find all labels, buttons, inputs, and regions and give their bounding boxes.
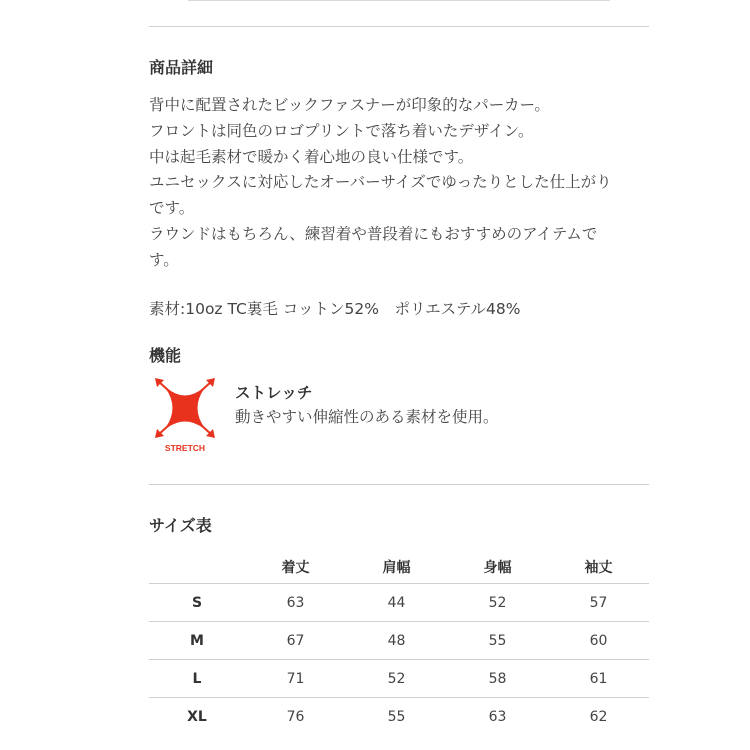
table-row [149, 622, 649, 660]
table-row [149, 698, 649, 736]
table-cell: 60 [548, 622, 649, 660]
size-label: S [149, 584, 245, 622]
description-line: 中は起毛素材で暖かく着心地の良い仕様です。 [149, 147, 474, 166]
header-sleeve: 袖丈 [548, 550, 649, 584]
description-line: フロントは同色のロゴプリントで落ち着いたデザイン。 [149, 121, 534, 140]
table-cell: 58 [447, 660, 548, 698]
feature-name: ストレッチ [235, 384, 313, 402]
table-cell: 55 [387, 708, 406, 725]
table-cell: 55 [447, 622, 548, 660]
table-row [149, 584, 649, 622]
table-cell: 76 [286, 708, 305, 725]
description-line: です。 [149, 199, 195, 218]
functions-title: 機能 [149, 346, 182, 365]
product-description [149, 93, 654, 274]
table-cell: 48 [346, 622, 447, 660]
divider-top [149, 26, 649, 27]
stretch-icon [152, 378, 218, 456]
table-cell: 52 [447, 584, 548, 622]
top-border [188, 0, 610, 1]
description-line: す。 [149, 250, 179, 269]
material-info: 素材:10oz TC裏毛 コットン52% ポリエステル48% [149, 300, 521, 318]
table-cell: 52 [346, 660, 447, 698]
product-details-title: 商品詳細 [149, 58, 214, 77]
size-label: XL [187, 708, 207, 725]
table-cell: 44 [346, 584, 447, 622]
feature-description: 動きやすい伸縮性のある素材を使用。 [235, 408, 499, 426]
table-cell: 63 [488, 708, 507, 725]
table-cell: 61 [548, 660, 649, 698]
description-line: ユニセックスに対応したオーバーサイズでゆったりとした仕上がり [149, 173, 612, 192]
description-line: 背中に配置されたビックファスナーが印象的なパーカー。 [149, 96, 550, 114]
stretch-icon-label: STRETCH [164, 443, 206, 453]
table-cell: 63 [245, 584, 346, 622]
size-chart-header-row [149, 550, 649, 584]
table-cell: 57 [548, 584, 649, 622]
header-length: 着丈 [245, 550, 346, 584]
header-chest: 身幅 [447, 550, 548, 584]
description-line: ラウンドはもちろん、練習着や普段着にもおすすめのアイテムで [149, 224, 598, 243]
size-label: L [149, 660, 245, 698]
table-cell: 62 [589, 708, 608, 725]
divider-middle [149, 484, 649, 485]
size-label: M [149, 622, 245, 660]
header-size [149, 550, 245, 584]
size-chart-title: サイズ表 [149, 516, 212, 535]
table-cell: 67 [245, 622, 346, 660]
header-shoulder: 肩幅 [346, 550, 447, 584]
size-chart-table [149, 550, 649, 735]
table-cell: 71 [245, 660, 346, 698]
table-row [149, 660, 649, 698]
